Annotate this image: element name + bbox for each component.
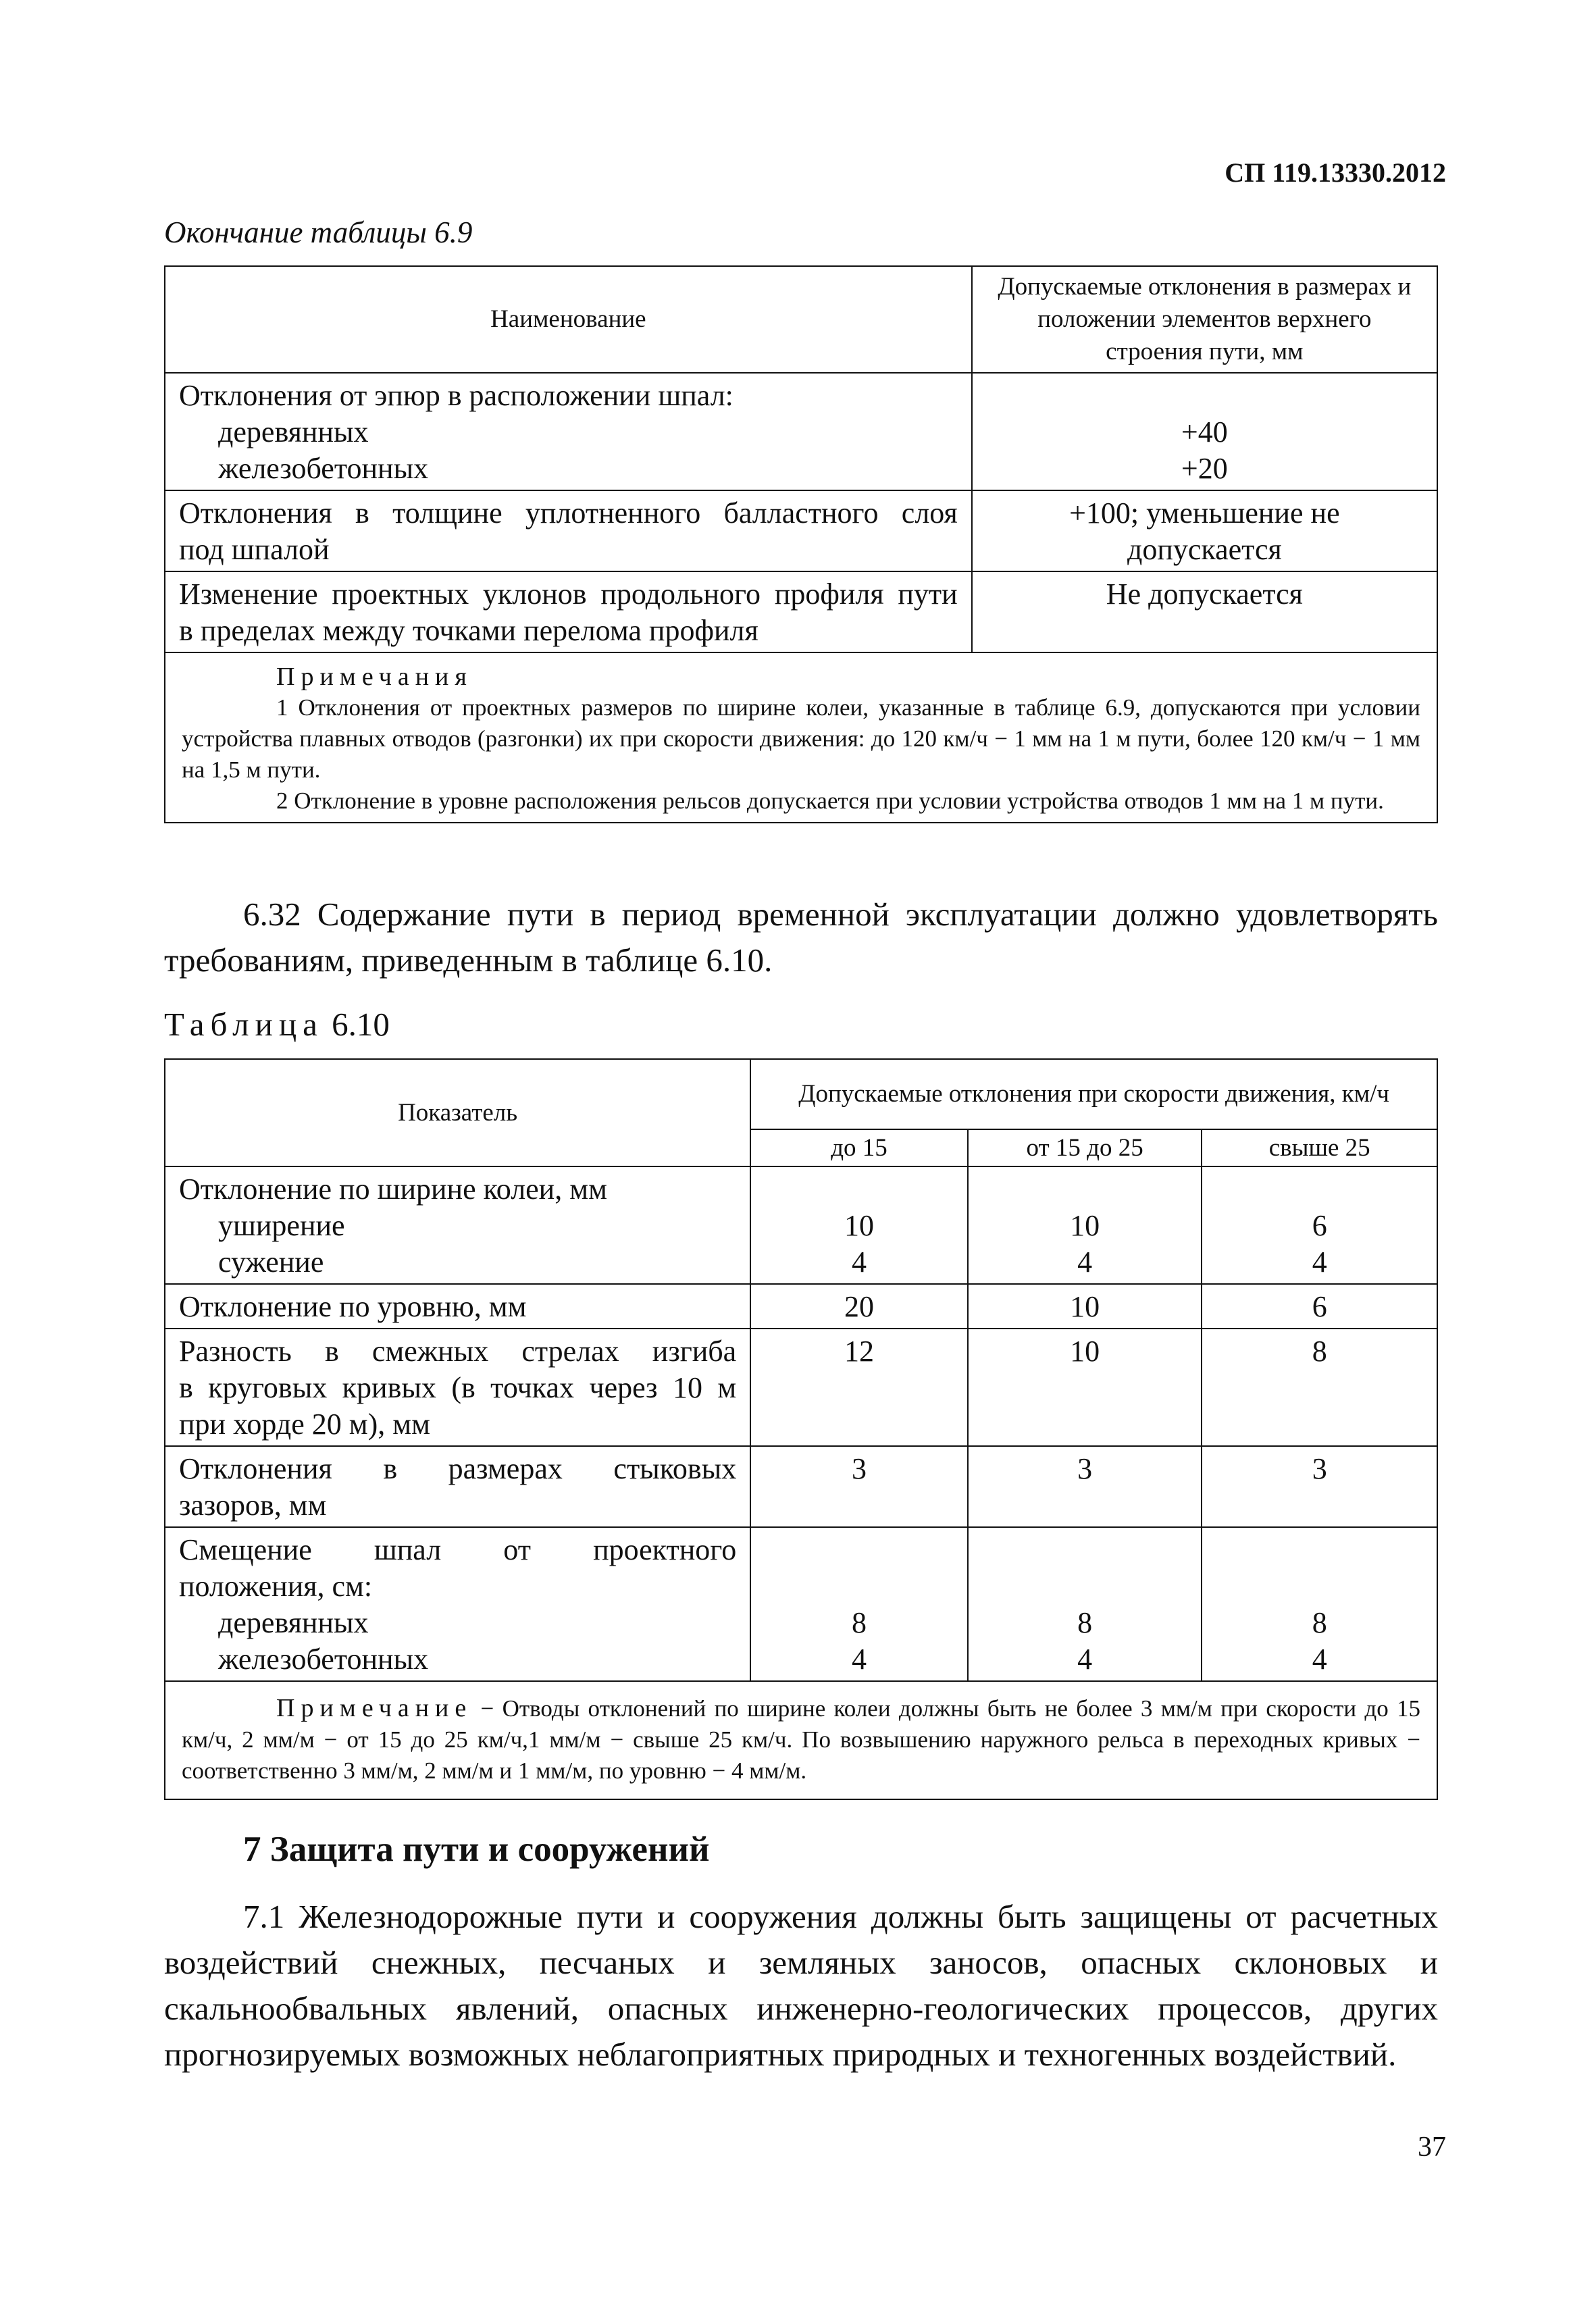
paragraph-line: требованиям, приведенным в таблице 6.10. bbox=[164, 942, 773, 979]
header-indicator: Показатель bbox=[165, 1059, 750, 1166]
row-value bbox=[972, 571, 1437, 652]
subheader-15-to-25: от 15 до 25 bbox=[968, 1129, 1202, 1166]
table-row bbox=[165, 1329, 1437, 1446]
table-row bbox=[165, 1446, 1437, 1527]
table-6-9 bbox=[164, 265, 1438, 823]
value: 20 bbox=[750, 1284, 968, 1329]
row-value bbox=[968, 1527, 1202, 1681]
paragraph-7-1 bbox=[164, 1894, 1438, 2078]
row-label-line: под шпалой bbox=[179, 533, 330, 566]
table-row bbox=[165, 1166, 1437, 1284]
row-label-line: Разность в смежных стрелах изгиба bbox=[179, 1335, 737, 1368]
row-label-line: Смещение шпал от проектного bbox=[179, 1533, 737, 1566]
value: 12 bbox=[750, 1329, 968, 1446]
paragraph-line: 7.1 Железнодорожные пути и сооружения должны быть защищены от расчетных bbox=[243, 1898, 1438, 1935]
table-row bbox=[165, 1284, 1437, 1329]
note-title: Примечание bbox=[276, 1694, 473, 1722]
value: 4 bbox=[1312, 1245, 1327, 1279]
table-notes-row bbox=[165, 1681, 1437, 1799]
value: 10 bbox=[1070, 1209, 1100, 1242]
row-value-line: Не допускается bbox=[1106, 577, 1303, 611]
row-sub-label: уширение bbox=[218, 1209, 345, 1242]
row-label-line: зазоров, мм bbox=[179, 1489, 327, 1522]
table-note bbox=[165, 1681, 1437, 1799]
paragraph-line: прогнозируемых возможных неблагоприятных природных и техногенных воздействий. bbox=[164, 2036, 1397, 2073]
row-value-line: +40 bbox=[1181, 415, 1228, 448]
page-number: 37 bbox=[1418, 2132, 1446, 2163]
row-label bbox=[165, 490, 972, 571]
table-row bbox=[165, 373, 1437, 490]
row-label-line: Отклонения в толщине уплотненного балластного слоя bbox=[179, 496, 958, 530]
table-header-row bbox=[165, 1059, 1437, 1129]
value: 4 bbox=[1077, 1245, 1093, 1279]
document-code: СП 119.13330.2012 bbox=[1225, 157, 1446, 188]
row-value bbox=[750, 1527, 968, 1681]
notes-title: Примечания bbox=[276, 663, 473, 691]
row-sub-label: деревянных bbox=[218, 415, 369, 448]
table-6-10-caption bbox=[164, 1005, 390, 1044]
subheader-up-to-15: до 15 bbox=[750, 1129, 968, 1166]
header-deviations: Допускаемые отклонения в размерах и положении элементов верхнего строения пути, мм bbox=[972, 266, 1437, 373]
row-label-line: Отклонения от эпюр в расположении шпал: bbox=[179, 379, 733, 412]
value: 4 bbox=[852, 1245, 867, 1279]
row-label-line: в пределах между точками перелома профиля bbox=[179, 614, 758, 647]
row-sub-label: деревянных bbox=[218, 1606, 369, 1639]
row-sub-label: железобетонных bbox=[218, 452, 429, 485]
row-label bbox=[165, 571, 972, 652]
row-label-line: положения, см: bbox=[179, 1570, 373, 1603]
row-label bbox=[165, 1527, 750, 1681]
paragraph-line: скальнообвальных явлений, опасных инженерно-геологических процессов, других bbox=[164, 1990, 1438, 2027]
paragraph-line: 6.32 Содержание пути в период временной эксплуатации должно удовлетворять bbox=[243, 896, 1438, 933]
row-label bbox=[165, 1166, 750, 1284]
note-2: 2 Отклонение в уровне расположения рельсов допускается при условии устройства отводов 1 мм на 1 м пути. bbox=[276, 788, 1384, 814]
row-value bbox=[968, 1166, 1202, 1284]
table-row bbox=[165, 490, 1437, 571]
table-header-row bbox=[165, 266, 1437, 373]
table-row bbox=[165, 571, 1437, 652]
value: 4 bbox=[1077, 1643, 1093, 1676]
row-label-line: Изменение проектных уклонов продольного профиля пути bbox=[179, 577, 958, 611]
row-label bbox=[165, 1329, 750, 1446]
note-1: 1 Отклонения от проектных размеров по ширине колеи, указанные в таблице 6.9, допускаются при условии устройства плавных отводов (разгонки) их при скорости движения: до 120 км/ч − 1 мм на 1 м пути, более 120 км/ч − 1 мм на 1,5 м пути. bbox=[182, 694, 1420, 783]
paragraph-line: воздействий снежных, песчаных и земляных заносов, опасных склоновых и bbox=[164, 1944, 1438, 1981]
row-value bbox=[1202, 1527, 1437, 1681]
row-value-line: +20 bbox=[1181, 452, 1228, 485]
table-6-10 bbox=[164, 1058, 1438, 1800]
table-notes bbox=[165, 652, 1437, 823]
value: 4 bbox=[1312, 1643, 1327, 1676]
value: 6 bbox=[1312, 1209, 1327, 1242]
row-label: Отклонение по уровню, мм bbox=[165, 1284, 750, 1329]
value: 3 bbox=[1202, 1446, 1437, 1527]
row-sub-label: железобетонных bbox=[218, 1643, 429, 1676]
row-value bbox=[1202, 1166, 1437, 1284]
value: 10 bbox=[968, 1329, 1202, 1446]
value: 6 bbox=[1202, 1284, 1437, 1329]
subheader-over-25: свыше 25 bbox=[1202, 1129, 1437, 1166]
table-notes-row bbox=[165, 652, 1437, 823]
value: 3 bbox=[750, 1446, 968, 1527]
table-continuation-title: Окончание таблицы 6.9 bbox=[164, 215, 473, 249]
caption-word: Таблица bbox=[164, 1006, 324, 1043]
row-label-line: в круговых кривых (в точках через 10 м bbox=[179, 1371, 737, 1404]
table-row bbox=[165, 1527, 1437, 1681]
row-label-line: Отклонения в размерах стыковых bbox=[179, 1452, 737, 1485]
note-text: − Отводы отклонений по ширине колеи должны быть не более 3 мм/м при скорости до 15 км/ч, 2 мм/м − от 15 до 25 км/ч,1 мм/м − свыше 25 км/ч. По возвышению наружного рельса в переходных кривых − соответственно 3 мм/м, 2 мм/м и 1 мм/м, по уровню − 4 мм/м. bbox=[182, 1695, 1420, 1784]
value: 10 bbox=[968, 1284, 1202, 1329]
caption-number: 6.10 bbox=[332, 1006, 390, 1043]
value: 8 bbox=[1202, 1329, 1437, 1446]
row-sub-label: сужение bbox=[218, 1245, 324, 1279]
value: 10 bbox=[844, 1209, 875, 1242]
row-value bbox=[750, 1166, 968, 1284]
value: 8 bbox=[1312, 1606, 1327, 1639]
row-value-line: допускается bbox=[1127, 533, 1282, 566]
row-value bbox=[972, 490, 1437, 571]
header-name: Наименование bbox=[165, 266, 972, 373]
row-label bbox=[165, 1446, 750, 1527]
section-heading: 7 Защита пути и сооружений bbox=[243, 1830, 710, 1869]
row-label-line: при хорде 20 м), мм bbox=[179, 1408, 430, 1441]
row-value-line: +100; уменьшение не bbox=[1069, 496, 1340, 530]
row-label-line: Отклонение по ширине колеи, мм bbox=[179, 1173, 607, 1206]
header-speed-group: Допускаемые отклонения при скорости движения, км/ч bbox=[750, 1059, 1437, 1129]
value: 4 bbox=[852, 1643, 867, 1676]
row-value bbox=[972, 373, 1437, 490]
row-value-line bbox=[986, 378, 1423, 414]
value: 8 bbox=[1077, 1606, 1093, 1639]
paragraph-6-32 bbox=[164, 892, 1438, 983]
value: 8 bbox=[852, 1606, 867, 1639]
value: 3 bbox=[968, 1446, 1202, 1527]
row-label bbox=[165, 373, 972, 490]
